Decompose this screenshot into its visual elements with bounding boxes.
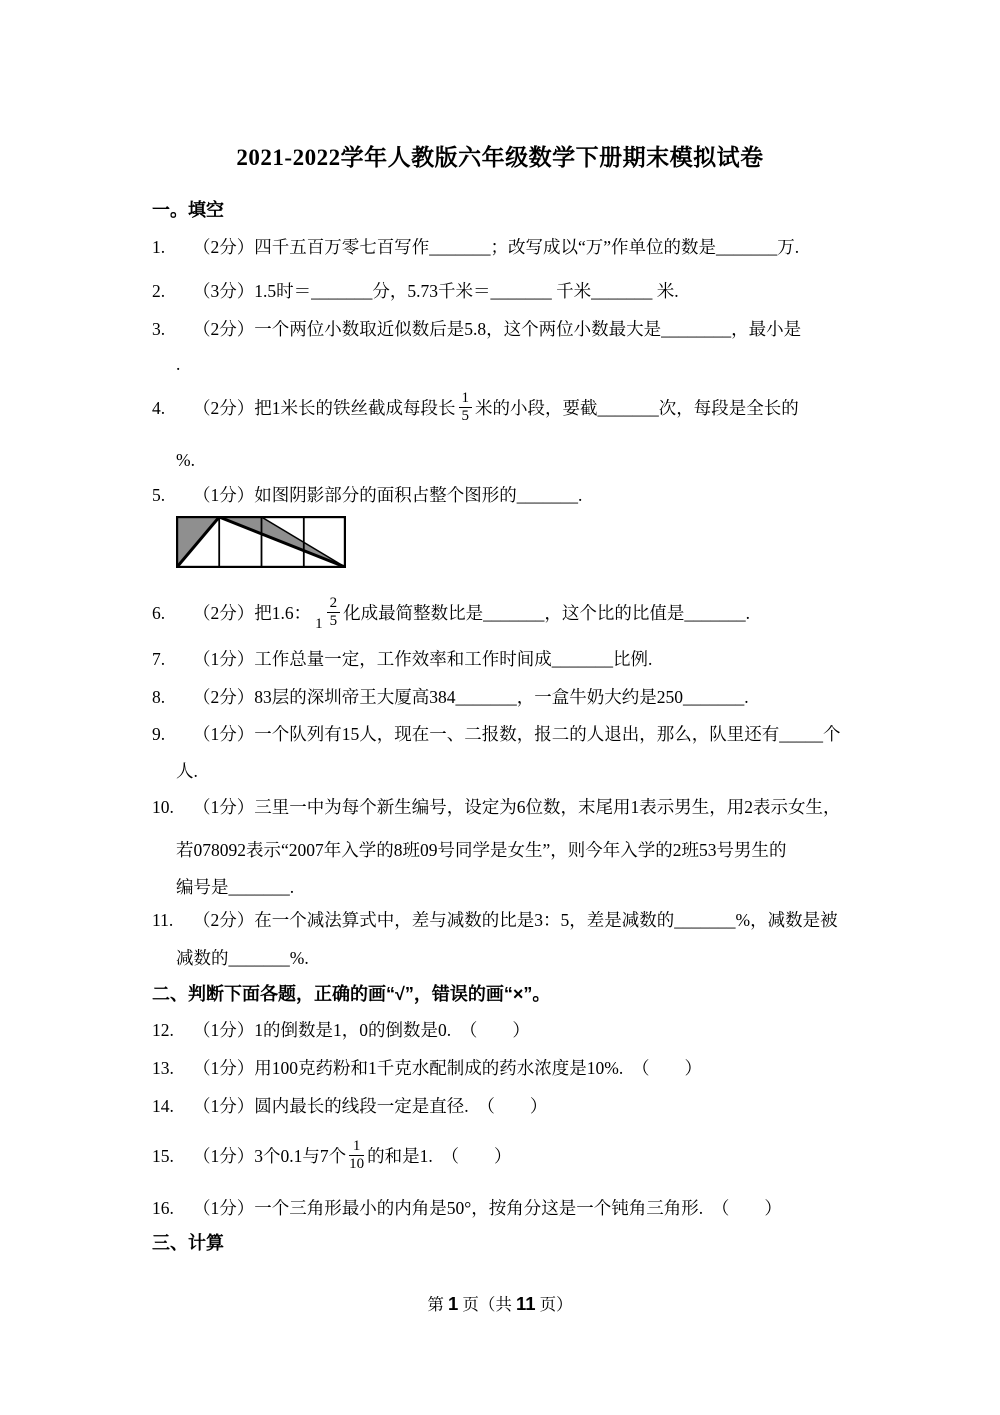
- question-3-continuation: [176, 353, 180, 376]
- fraction-numerator: 1: [349, 1138, 364, 1156]
- fraction-numerator: 1: [459, 390, 473, 408]
- figure-diagonal-2: [219, 517, 345, 567]
- question-number: 16.: [152, 1198, 174, 1218]
- question-5: [152, 484, 582, 507]
- question-text: 的和是1. （ ）: [367, 1145, 512, 1166]
- question-number: 1.: [152, 237, 166, 257]
- question-number: 11.: [152, 910, 174, 930]
- question-15: [152, 1140, 512, 1176]
- question-text: （1分）圆内最长的线段一定是直径. （ ）: [193, 1096, 548, 1116]
- question-6: [152, 597, 750, 636]
- question-number: 3.: [152, 319, 166, 339]
- question-text: 人.: [176, 761, 198, 781]
- question-11: [152, 909, 838, 932]
- question-text: 若078092表示“2007年入学的8班09号同学是女生”，则今年入学的2班53号男生的: [176, 840, 787, 860]
- question-number: 4.: [152, 397, 166, 418]
- question-number: 6.: [152, 602, 166, 623]
- question-number: 8.: [152, 687, 166, 707]
- question-text: %.: [176, 450, 195, 470]
- question-text: （1分）工作总量一定，工作效率和工作时间成_______比例.: [193, 649, 653, 669]
- section-heading-fill-in: 一。填空: [152, 200, 224, 220]
- question-text: .: [176, 354, 181, 374]
- question-text: （1分）一个队列有15人，现在一、二报数，报二的人退出，那么，队里还有_____个: [193, 724, 841, 744]
- question-text: （1分）3个0.1与7个: [193, 1145, 347, 1166]
- question-12: [152, 1019, 530, 1042]
- footer-prefix: 第: [427, 1295, 444, 1314]
- page-footer: [0, 1291, 1000, 1315]
- question-text: （2分）把1.6：: [193, 602, 312, 623]
- question-4-continuation: [176, 449, 195, 472]
- question-number: 9.: [152, 724, 166, 744]
- question-number: 13.: [152, 1058, 174, 1078]
- question-14: [152, 1095, 547, 1118]
- question-text: （2分）83层的深圳帝王大厦高384_______，一盒牛奶大约是250_______.: [193, 687, 749, 707]
- question-number: 2.: [152, 281, 166, 301]
- question-text: （1分）三里一中为每个新生编号，设定为6位数，末尾用1表示男生，用2表示女生，: [193, 797, 841, 817]
- fraction-denominator: 5: [329, 613, 338, 630]
- question-text: （1分）1的倒数是1，0的倒数是0. （ ）: [193, 1020, 530, 1040]
- question-10: [152, 796, 841, 819]
- question-number: 7.: [152, 649, 166, 669]
- question-number: 5.: [152, 485, 166, 505]
- fraction-one-fifth: [459, 390, 473, 426]
- question-13: [152, 1057, 702, 1080]
- question-1: [152, 236, 799, 259]
- question-text: 化成最简整数比是_______，这个比的比值是_______.: [343, 602, 750, 623]
- question-text: （2分）一个两位小数取近似数后是5.8，这个两位小数最大是________，最小是: [193, 319, 802, 339]
- question-number: 12.: [152, 1020, 174, 1040]
- question-9-continuation: [176, 760, 198, 783]
- question-text: 米的小段，要截_______次，每段是全长的: [475, 397, 799, 418]
- footer-suffix: 页）: [539, 1295, 573, 1314]
- question-number: 10.: [152, 797, 174, 817]
- section-heading-calculate: 三、计算: [152, 1233, 224, 1253]
- question-7: [152, 648, 652, 671]
- fraction-one-tenth: [349, 1138, 364, 1174]
- q5-shaded-figure: [176, 516, 346, 573]
- question-11-continuation: [176, 947, 309, 970]
- question-text: 减数的_______%.: [176, 948, 309, 968]
- fraction-numerator: 2: [327, 595, 341, 613]
- page-title: 2021-2022学年人教版六年级数学下册期末模拟试卷: [236, 145, 764, 170]
- question-text: （1分）一个三角形最小的内角是50°，按角分这是一个钝角三角形. （ ）: [193, 1198, 782, 1218]
- question-text: （1分）如图阴影部分的面积占整个图形的_______.: [193, 485, 583, 505]
- total-page-count: 11: [515, 1293, 536, 1314]
- question-4: [152, 392, 799, 428]
- mixed-number-whole: 1: [315, 615, 323, 632]
- question-10-continuation-2: [176, 876, 294, 899]
- question-9: [152, 723, 841, 746]
- question-3: [152, 318, 801, 341]
- question-text: （2分）四千五百万零七百写作_______；改写成以“万”作单位的数是_______万.: [193, 237, 800, 257]
- fraction-two-fifths: [327, 595, 341, 631]
- question-text: （3分）1.5时＝_______分，5.73千米＝_______ 千米_______ 米.: [193, 281, 679, 301]
- question-16: [152, 1197, 782, 1220]
- fraction-denominator: 10: [349, 1156, 365, 1173]
- section-heading-judge: 二、判断下面各题，正确的画“√”，错误的画“×”。: [152, 984, 551, 1004]
- q5-figure-svg: [176, 516, 346, 568]
- question-text: （2分）把1米长的铁丝截成每段长: [193, 397, 456, 418]
- fraction-denominator: 5: [461, 408, 469, 425]
- question-number: 15.: [152, 1145, 174, 1166]
- current-page-number: 1: [447, 1293, 459, 1314]
- question-text: （1分）用100克药粉和1千克水配制成的药水浓度是10%. （ ）: [193, 1058, 702, 1078]
- question-2: [152, 280, 679, 303]
- question-text: （2分）在一个减法算式中，差与减数的比是3：5，差是减数的_______%，减数是被: [193, 910, 838, 930]
- question-8: [152, 686, 749, 709]
- question-number: 14.: [152, 1096, 174, 1116]
- footer-mid: 页（共: [462, 1295, 512, 1314]
- question-10-continuation-1: [176, 839, 787, 862]
- question-text: 编号是_______.: [176, 877, 295, 897]
